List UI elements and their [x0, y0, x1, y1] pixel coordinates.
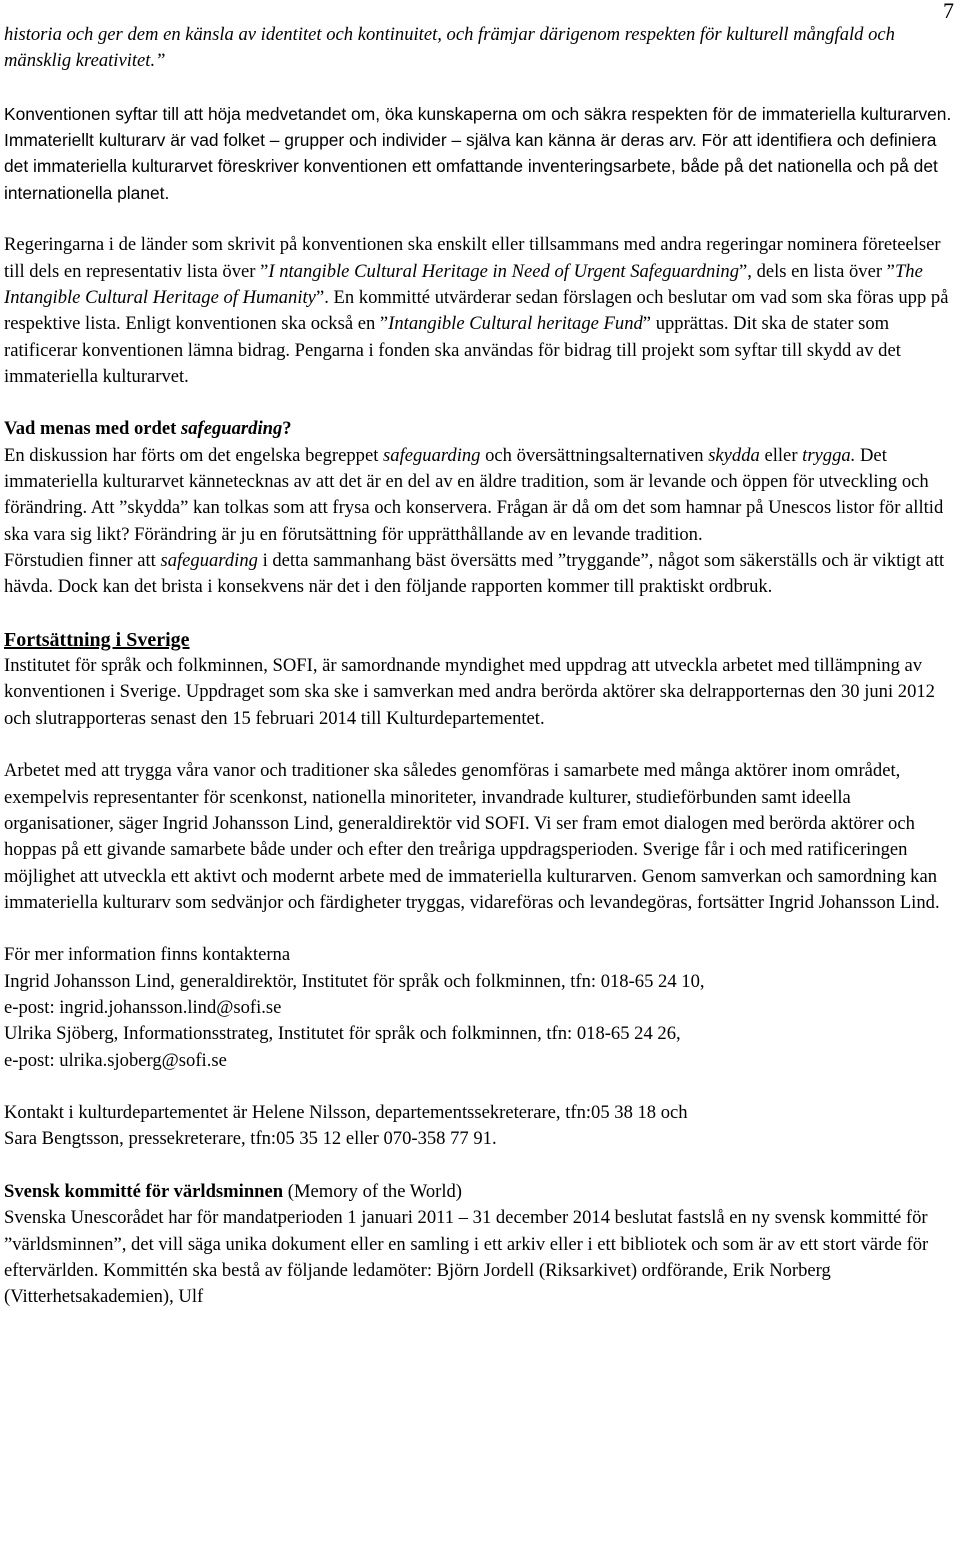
document-body: [4, 22, 954, 1311]
sofi-paragraph: Institutet för språk och folkminnen, SOFI, är samordnande myndighet med uppdrag att utveckla arbetet med tillämpning av konventionen i Sverige. Uppdraget som ska ske i samverkan med andra berörda aktörer ska delrapporternas den 30 juni 2012 och slutrapporteras senast den 15 februari 2014 till Kulturdepartementet.: [4, 655, 935, 729]
safeguarding-heading-term: safeguarding: [181, 418, 283, 440]
intro-quote-paragraph: [4, 22, 954, 75]
safeguarding-text-e: eller: [759, 444, 803, 466]
contacts-intro: För mer information finns kontakterna: [4, 944, 291, 966]
convention-purpose-paragraph: Konventionen syftar till att höja medvetandet om, öka kunskaperna om och säkra respekten för de immateriella kulturarven. Immateriellt kulturarv är vad folket – grupper och individer – själva kan känna är deras arv. För att identifiera och definiera det immateriella kulturarvet föreskriver konventionen ett omfattande inventeringsarbete, både på det nationella och på det internationella planet.: [4, 103, 952, 203]
safeguarding-term-2: safeguarding: [160, 549, 258, 571]
forstudien-paragraph: [4, 548, 954, 601]
forstudien-text-j: i detta sammanhang bäst översätts med ”tryggande”, något som säkerställs och är viktigt att hävda. Dock kan det brista i konsekvens när det i den följande rapporten kommer till praktiskt ordbruk.: [4, 549, 945, 598]
nomination-text-g: ” upprättas. Dit ska de stater som ratificerar konventionen lämna bidrag. Pengarna i fonden ska användas för bidrag till projekt som syftar till skydd av det immateriella kulturarvet.: [4, 313, 901, 387]
varldsminnen-paragraph: Svenska Unescorådet har för mandatperioden 1 januari 2011 – 31 december 2014 beslutat fastslå en ny svensk kommitté för ”världsminnen”, det vill säga unika dokument eller en samling i ett arkiv eller i ett bibliotek och som är av ett stort värde för eftervärlden. Kommittén ska bestå av följande ledamöter: Björn Jordell (Riksarkivet) ordförande, Erik Norberg (Vitterhetsakademien), Ulf: [4, 1207, 929, 1308]
nomination-paragraph: [4, 232, 954, 390]
varldsminnen-heading-rest: (Memory of the World): [283, 1181, 463, 1203]
representative-list-title: The Intangible Cultural Heritage of Humanity: [4, 260, 923, 308]
skydda-term: skydda: [708, 444, 760, 466]
urgent-list-title: I ntangible Cultural Heritage in Need of Urgent Safeguardning: [268, 260, 740, 282]
nomination-text-e: ”. En kommitté utvärderar sedan förslagen och beslutar om vad som ska föras upp på respektive lista. Enligt konventionen ska också en ”: [4, 286, 949, 335]
intro-quote-text: historia och ger dem en känsla av identitet och kontinuitet, och främjar därigenom respekten för kulturell mångfald och mänsklig kreativitet.”: [4, 24, 895, 72]
contact-ingrid-line1: Ingrid Johansson Lind, generaldirektör, Institutet för språk och folkminnen, tfn: 018-65 24 10,: [4, 970, 705, 992]
kulturdep-contact-line2: Sara Bengtsson, pressekreterare, tfn:05 35 12 eller 070-358 77 91.: [4, 1128, 497, 1150]
safeguarding-heading-text: Vad menas med ordet: [4, 418, 181, 440]
sverige-heading: Fortsättning i Sverige: [4, 628, 190, 651]
varldsminnen-heading: [4, 1179, 954, 1205]
contact-ulrika-email[interactable]: e-post: ulrika.sjoberg@sofi.se: [4, 1049, 227, 1071]
safeguarding-paragraph: [4, 443, 954, 548]
fund-title: Intangible Cultural heritage Fund: [388, 313, 643, 335]
safeguarding-text-g: Det immateriella kulturarvet kännetecknas av att det är en del av en äldre tradition, som är levande och öppen för utveckling och förändring. Att ”skydda” kan tolkas som att frysa och konservera. Frågan är då om det som hamnar på Unescos listor för alltid ska vara sig likt? Förändring är ju en förutsättning för upprätthållande av en levande tradition.: [4, 444, 944, 545]
arbetet-paragraph: Arbetet med att trygga våra vanor och traditioner ska således genomföras i samarbete med många aktörer inom området, exempelvis representanter för scenkonst, nationella minoriteter, invandrade kulturer, studieförbunden samt ideella organisationer, säger Ingrid Johansson Lind, generaldirektör vid SOFI. Vi ser fram emot dialogen med berörda aktörer och hoppas på ett givande samarbete både under och efter den treåriga uppdragsperioden. Sverige får i och med ratificeringen möjlighet att utveckla ett aktivt och modernt arbete med de immateriella kulturarven. Genom samverkan och samordning kan immateriella kulturarv som sedvänjor och färdigheter tryggas, vidareföras och levandegöras, fortsätter Ingrid Johansson Lind.: [4, 760, 940, 913]
page-number: 7: [943, 0, 954, 23]
safeguarding-text-c: och översättningsalternativen: [480, 444, 709, 466]
safeguarding-heading: [4, 416, 954, 442]
safeguarding-text-a: En diskussion har förts om det engelska begreppet: [4, 444, 384, 466]
varldsminnen-heading-bold: Svensk kommitté för världsminnen: [4, 1181, 284, 1203]
nomination-text-c: ”, dels en lista över ”: [739, 260, 895, 282]
contact-ulrika-line1: Ulrika Sjöberg, Informationsstrateg, Institutet för språk och folkminnen, tfn: 018-65 24 26,: [4, 1023, 681, 1045]
contact-ingrid-email[interactable]: e-post: ingrid.johansson.lind@sofi.se: [4, 996, 282, 1018]
forstudien-text-h: Förstudien finner att: [4, 549, 161, 571]
kulturdep-contact-line1: Kontakt i kulturdepartementet är Helene Nilsson, departementssekreterare, tfn:05 38 18 och: [4, 1102, 688, 1124]
safeguarding-term-1: safeguarding: [383, 444, 481, 466]
nomination-text-a: Regeringarna i de länder som skrivit på konventionen ska enskilt eller tillsammans med andra regeringar nominera företeelser till dels en representativ lista över ”: [4, 234, 941, 282]
trygga-term: trygga.: [802, 444, 856, 466]
safeguarding-heading-end: ?: [282, 418, 292, 440]
